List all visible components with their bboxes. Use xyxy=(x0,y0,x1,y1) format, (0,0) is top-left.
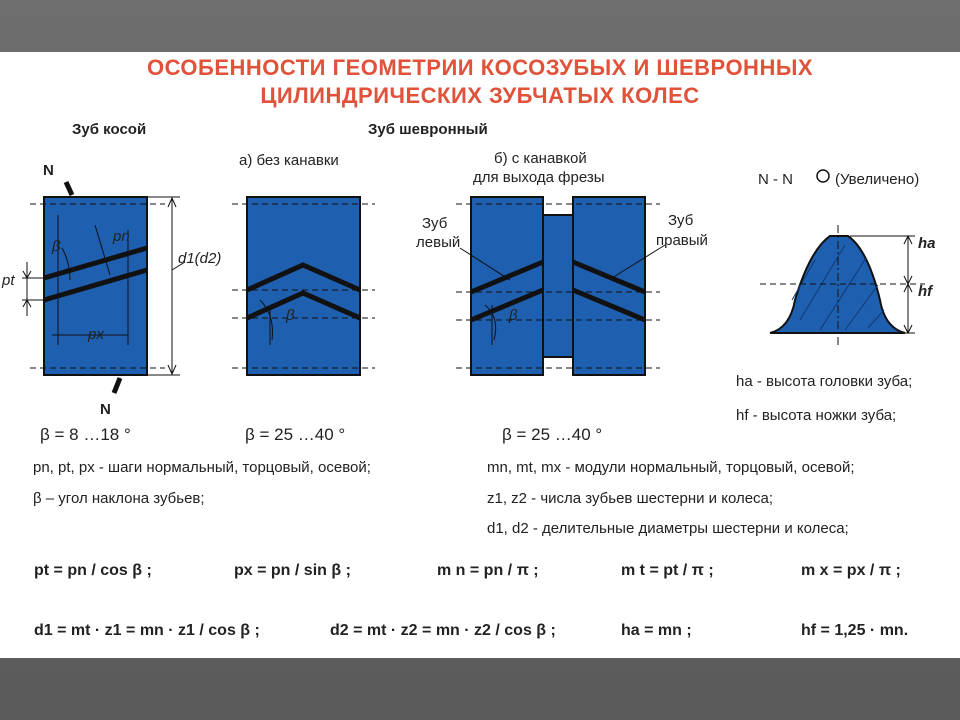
chevron-b-groove xyxy=(543,215,573,357)
section-note: (Увеличено) xyxy=(835,171,920,188)
label-d1-d2: d1(d2) xyxy=(178,250,222,267)
label-pn: pn xyxy=(113,228,130,245)
label-hf: hf xyxy=(918,283,933,300)
label-ha: ha xyxy=(918,235,936,252)
label-beta-chevron-a: β xyxy=(286,307,295,324)
height-hf-note: hf - высота ножки зуба; xyxy=(736,407,897,424)
tooth-right-label-1: Зуб xyxy=(668,212,694,229)
legend-modules: mn, mt, mx - модули нормальный, торцовый, осевой; xyxy=(487,459,855,476)
title-line-2: ЦИЛИНДРИЧЕСКИХ ЗУБЧАТЫХ КОЛЕС xyxy=(260,83,700,108)
heading-herringbone: Зуб шевронный xyxy=(368,121,488,138)
helical-gear-drawing xyxy=(22,182,185,393)
chevron-b-drawing xyxy=(456,197,665,375)
label-beta-helical: β xyxy=(52,238,61,255)
section-mark-bottom xyxy=(114,378,120,393)
chevron-a-body xyxy=(247,197,360,375)
label-beta-chevron-b: β xyxy=(509,307,518,324)
title-line-1: ОСОБЕННОСТИ ГЕОМЕТРИИ КОСОЗУБЫХ И ШЕВРОННЫХ xyxy=(146,55,814,80)
height-ha-note: ha - высота головки зуба; xyxy=(736,373,913,390)
tooth-left-label-1: Зуб xyxy=(422,215,448,232)
formula-px: px = pn / sin β ; xyxy=(234,562,351,579)
section-mark-top xyxy=(66,182,72,195)
variant-b-label-2: для выхода фрезы xyxy=(473,169,605,186)
legend-teeth: z1, z2 - числа зубьев шестерни и колеса; xyxy=(487,490,774,507)
variant-a-label: а) без канавки xyxy=(239,152,339,169)
legend-diameters: d1, d2 - делительные диаметры шестерни и колеса; xyxy=(487,520,849,537)
label-N-bottom: N xyxy=(100,401,111,418)
label-pt: pt xyxy=(2,272,15,289)
formula-hf: hf = 1,25 · mn. xyxy=(801,622,909,639)
variant-b-label: б) с канавкой xyxy=(494,150,587,167)
formula-d1: d1 = mt · z1 = mn · z1 / cos β ; xyxy=(34,622,260,639)
label-N-top: N xyxy=(43,162,54,179)
legend-beta: β – угол наклона зубьев; xyxy=(33,490,205,507)
angle-helical: β = 8 …18 ° xyxy=(40,425,131,444)
formula-ha: ha = mn ; xyxy=(621,622,692,639)
formula-mn: m n = pn / π ; xyxy=(437,562,539,579)
tooth-profile-drawing xyxy=(760,170,925,345)
section-label: N - N xyxy=(758,171,793,188)
tooth-right-label-2: правый xyxy=(656,232,708,249)
heading-helical: Зуб косой xyxy=(72,121,147,138)
legend-pitches: pn, pt, px - шаги нормальный, торцовый, осевой; xyxy=(33,459,371,476)
angle-chevron-a: β = 25 …40 ° xyxy=(245,425,346,444)
angle-chevron-b: β = 25 …40 ° xyxy=(502,425,603,444)
formula-mx: m x = px / π ; xyxy=(801,562,901,579)
chevron-a-drawing xyxy=(232,197,375,375)
formula-mt: m t = pt / π ; xyxy=(621,562,714,579)
formula-pt: pt = pn / cos β ; xyxy=(34,562,152,579)
formula-d2: d2 = mt · z2 = mn · z2 / cos β ; xyxy=(330,622,556,639)
tooth-left-label-2: левый xyxy=(416,234,461,251)
label-px: px xyxy=(88,326,104,343)
